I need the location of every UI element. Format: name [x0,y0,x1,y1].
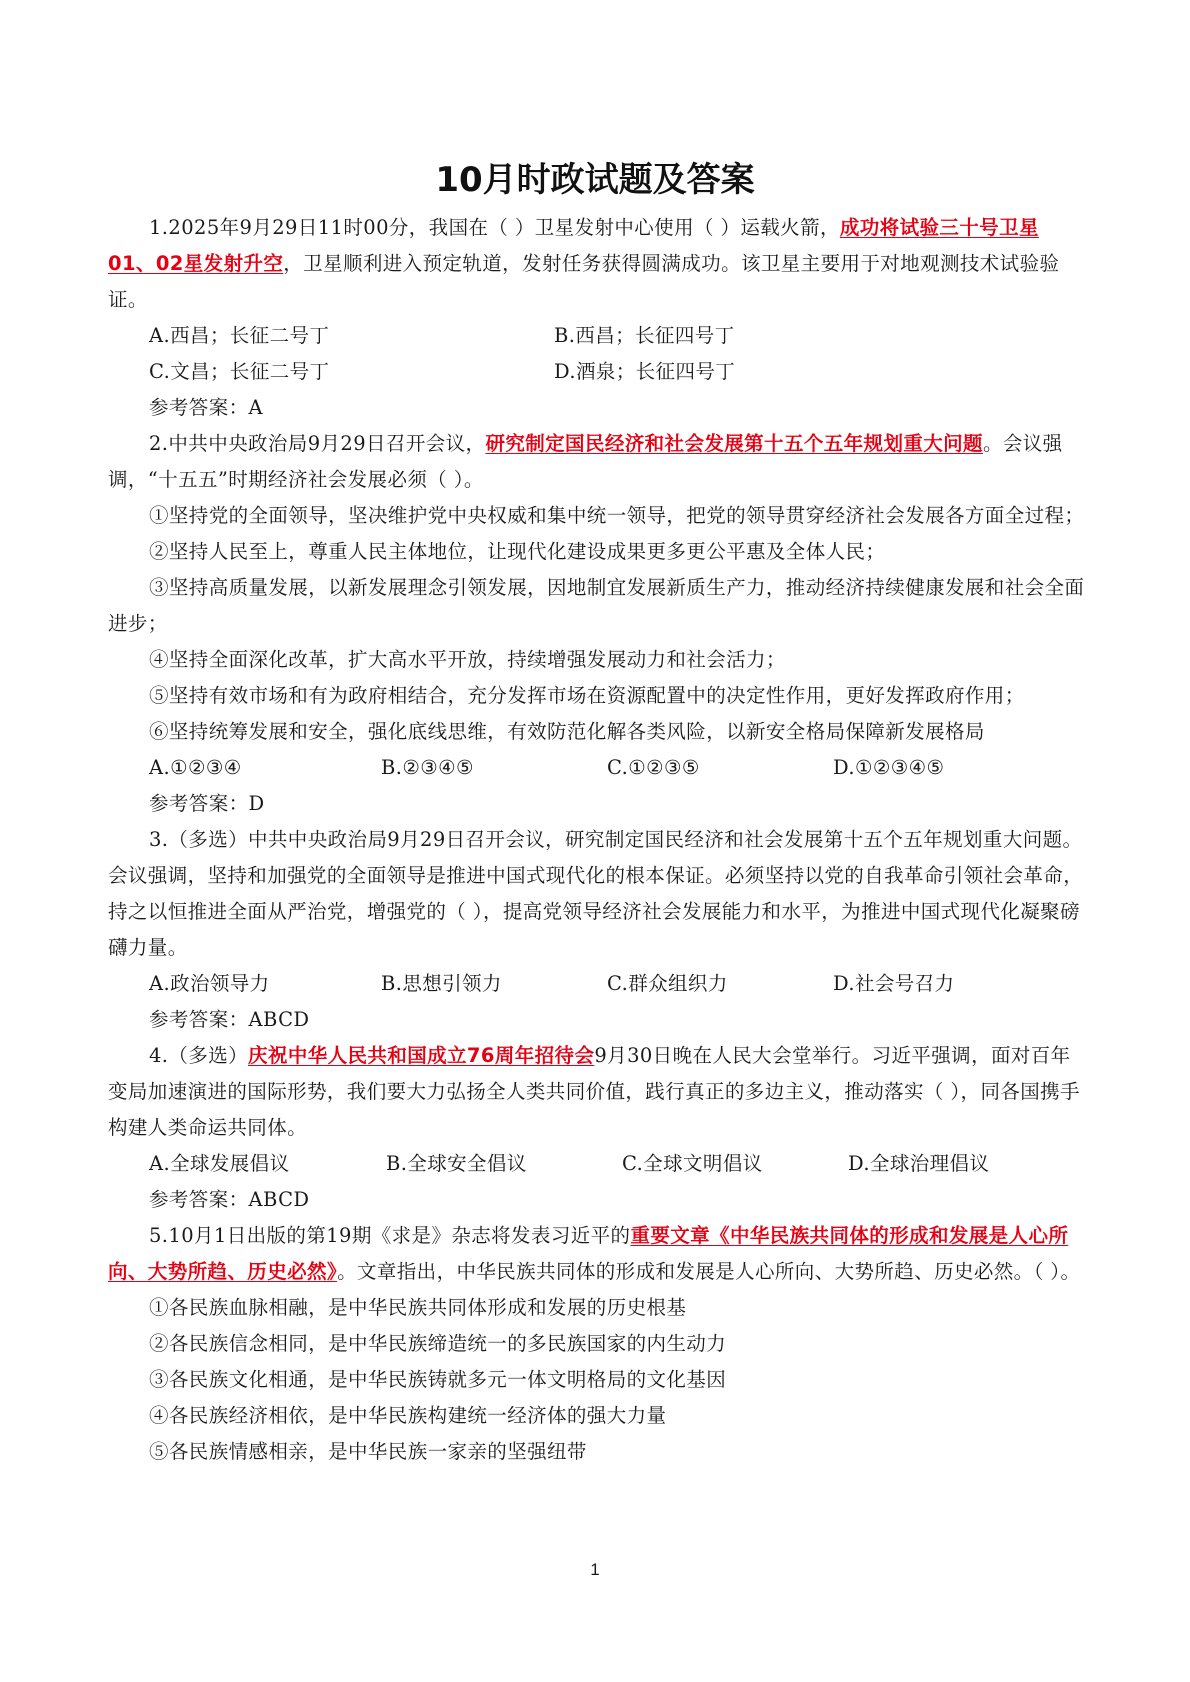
option-c: C.群众组织力 [607,972,728,995]
option-a: A.①②③④ [149,756,242,779]
page-number: 1 [590,1560,600,1579]
statement-item: ②各民族信念相同，是中华民族缔造统一的多民族国家的内生动力 [149,1332,727,1355]
option-d: D.全球治理倡议 [848,1152,990,1175]
option-c: C.文昌；长征二号丁 [149,360,330,383]
question-5-text: 5.10月1日出版的第19期《求是》杂志将发表习近平的 [149,1224,631,1247]
statement-item: ④各民族经济相依，是中华民族构建统一经济体的强大力量 [149,1404,667,1427]
page-title: 10月时政试题及答案 [435,160,755,200]
option-b: B.全球安全倡议 [386,1152,527,1175]
question-4-text-cont: 9月30日晚在人民大会堂举行。习近平强调，面对百年变局加速演进的国际形势，我们要大力弘扬全人类共同价值，践行真正的多边主义，推动落实（ ），同各国携手构建人类命运共同体。 [108,1044,1080,1139]
question-4-highlight: 庆祝中华人民共和国成立76周年招待会 [248,1044,595,1067]
question-5-text-cont: 。文章指出，中华民族共同体的形成和发展是人心所向、大势所趋、历史必然。（ ）。 [337,1260,1081,1283]
document-body [108,210,1085,1470]
question-2-highlight: 研究制定国民经济和社会发展第十五个五年规划重大问题 [485,432,983,455]
statement-item: ⑤各民族情感相亲，是中华民族一家亲的坚强纽带 [149,1440,587,1463]
question-1-options-row-1 [108,318,1085,354]
question-4 [108,1038,1085,1146]
question-1-text: 1.2025年9月29日11时00分，我国在（ ）卫星发射中心使用（ ）运载火箭， [149,216,840,239]
question-2-answer: 参考答案：D [149,792,265,815]
question-5 [108,1218,1085,1290]
option-a: A.全球发展倡议 [149,1152,290,1175]
statement-item: ④坚持全面深化改革，扩大高水平开放，持续增强发展动力和社会活力； [149,648,786,671]
question-1-highlight: 成功将试验三十号卫星01、02星发射升空 [108,216,1039,275]
question-4-text: 4.（多选） [149,1044,249,1067]
question-3: 3.（多选）中共中央政治局9月29日召开会议，研究制定国民经济和社会发展第十五个五年规划重大问题。会议强调，坚持和加强党的全面领导是推进中国式现代化的根本保证。必须坚持以党的自我革命引领社会革命，持之以恒推进全面从严治党，增强党的（ ），提高党领导经济社会发展能力和水平，为推进中国式现代化凝聚磅礴力量。 [108,828,1084,959]
question-3-options [108,966,1085,1002]
question-5-highlight: 重要文章《中华民族共同体的形成和发展是人心所向、大势所趋、历史必然》 [108,1224,1069,1283]
statement-item: ⑤坚持有效市场和有为政府相结合，充分发挥市场在资源配置中的决定性作用，更好发挥政府作用； [149,684,1025,707]
question-2-options [108,750,1085,786]
statement-item: ③各民族文化相通，是中华民族铸就多元一体文明格局的文化基因 [149,1368,727,1391]
statement-item: ③坚持高质量发展，以新发展理念引领发展，因地制宜发展新质生产力，推动经济持续健康发展和社会全面进步； [108,576,1085,635]
option-a: A.西昌；长征二号丁 [149,324,330,347]
option-c: C.①②③⑤ [607,756,700,779]
option-c: C.全球文明倡议 [622,1152,763,1175]
question-1 [108,210,1085,318]
statement-item: ⑥坚持统筹发展和安全，强化底线思维，有效防范化解各类风险，以新安全格局保障新发展格局 [149,720,985,743]
question-2-text: 2.中共中央政治局9月29日召开会议， [149,432,486,455]
option-b: B.②③④⑤ [381,756,474,779]
option-d: D.①②③④⑤ [833,756,945,779]
statement-item: ②坚持人民至上，尊重人民主体地位，让现代化建设成果更多更公平惠及全体人民； [149,540,886,563]
question-1-options-row-2 [108,354,1085,390]
option-d: D.社会号召力 [833,972,955,995]
statement-item: ①坚持党的全面领导，坚决维护党中央权威和集中统一领导，把党的领导贯穿经济社会发展各方面全过程； [149,504,1085,527]
option-b: B.思想引领力 [381,972,502,995]
question-1-answer: 参考答案：A [149,396,263,419]
option-d: D.酒泉；长征四号丁 [554,360,736,383]
question-3-answer: 参考答案：ABCD [149,1008,310,1031]
statement-item: ①各民族血脉相融，是中华民族共同体形成和发展的历史根基 [149,1296,687,1319]
option-b: B.西昌；长征四号丁 [554,324,735,347]
question-2-text-cont: 。会议强调，“十五五”时期经济社会发展必须（ ）。 [108,432,1063,491]
question-2 [108,426,1085,498]
option-a: A.政治领导力 [149,972,270,995]
question-1-text-cont: ，卫星顺利进入预定轨道，发射任务获得圆满成功。该卫星主要用于对地观测技术试验验证。 [108,252,1060,311]
question-4-answer: 参考答案：ABCD [149,1188,310,1211]
question-4-options [108,1146,1085,1182]
